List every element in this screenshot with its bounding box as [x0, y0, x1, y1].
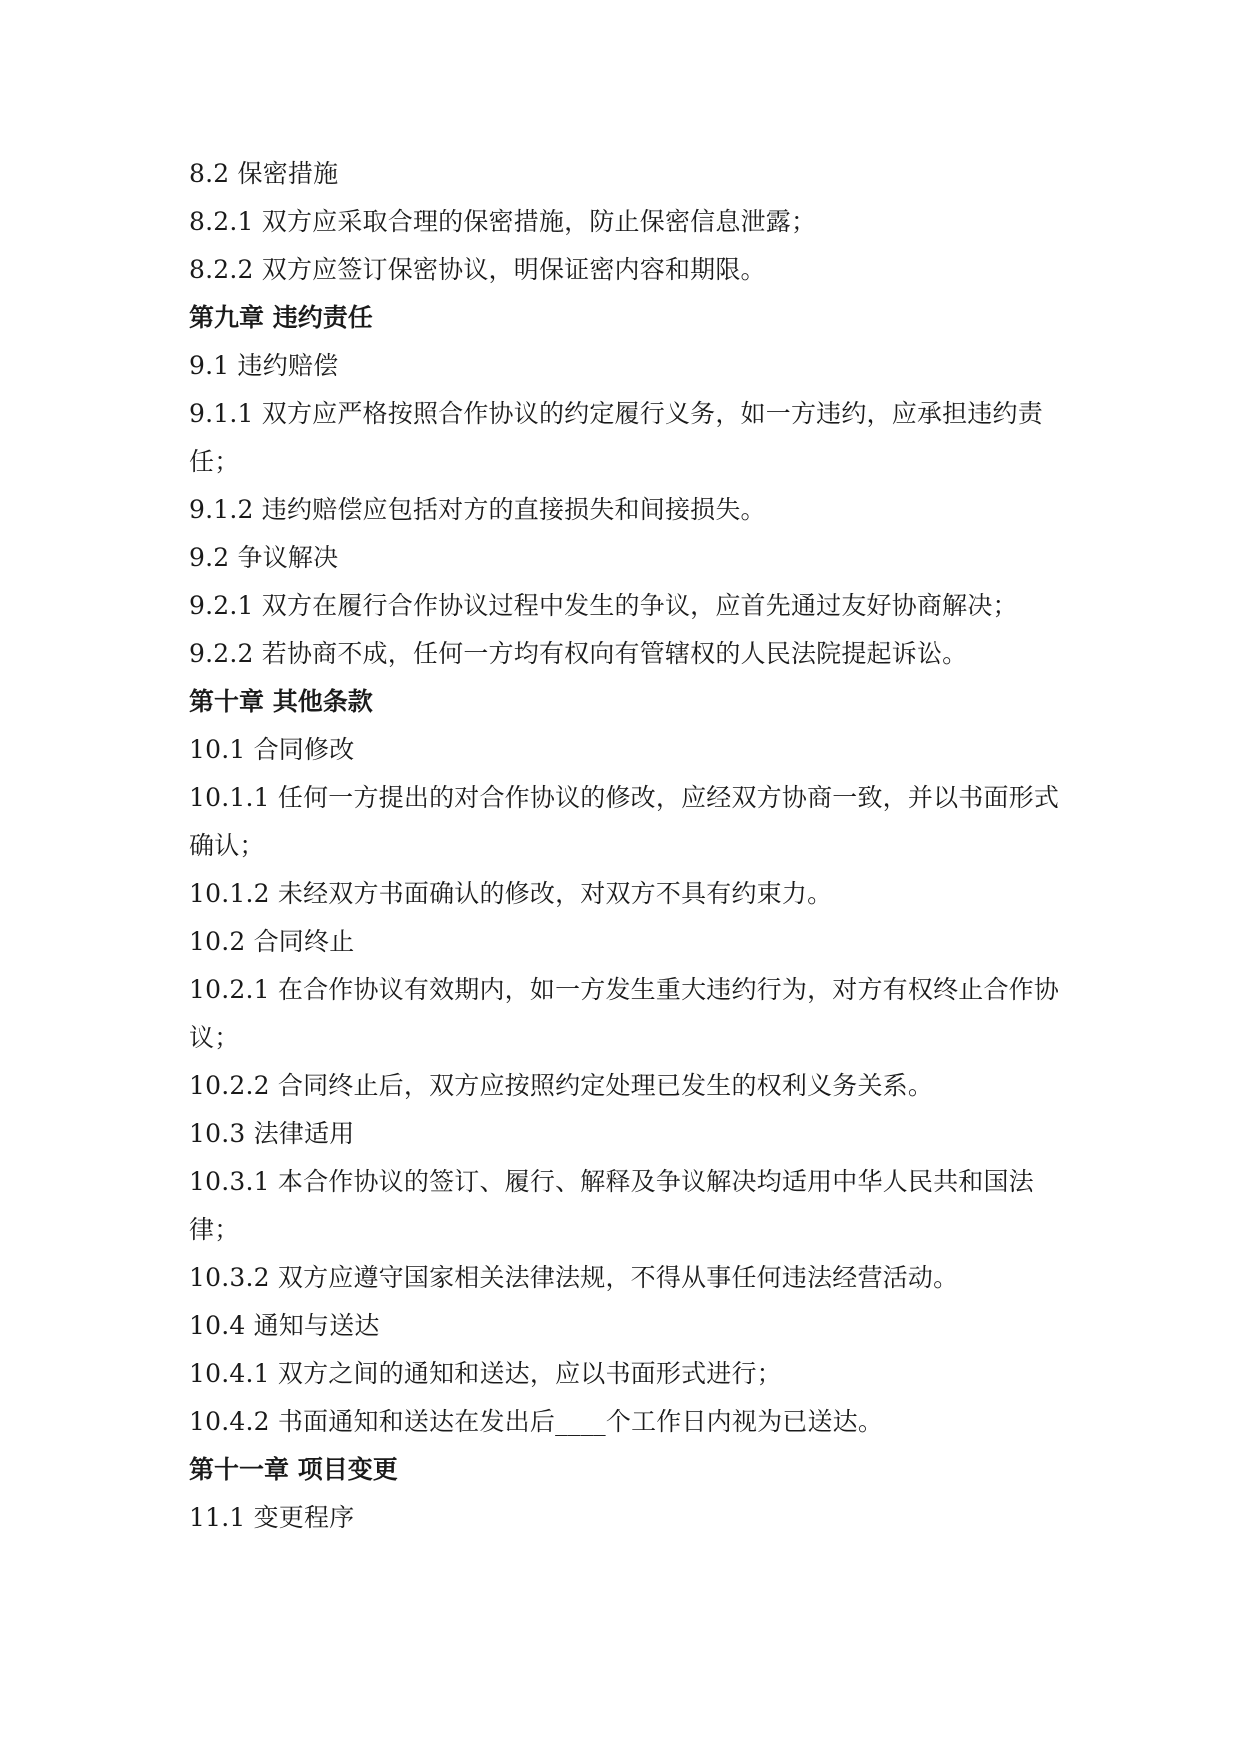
clause-item: 10.1.2 未经双方书面确认的修改，对双方不具有约束力。	[189, 879, 833, 908]
chapter-heading: 第十章 其他条款	[189, 687, 373, 716]
clause-item: 10.1.1 任何一方提出的对合作协议的修改，应经双方协商一致，并以书面形式确认；	[189, 783, 1060, 860]
clause-item: 9.2.2 若协商不成，任何一方均有权向有管辖权的人民法院提起诉讼。	[189, 639, 968, 668]
section-heading: 9.2 争议解决	[189, 543, 339, 572]
clause-item: 10.3.2 双方应遵守国家相关法律法规，不得从事任何违法经营活动。	[189, 1263, 959, 1292]
section-heading: 9.1 违约赔偿	[189, 351, 339, 380]
clause-item: 10.4.1 双方之间的通知和送达，应以书面形式进行；	[189, 1359, 782, 1388]
section-heading: 11.1 变更程序	[189, 1503, 355, 1532]
clause-item: 9.2.1 双方在履行合作协议过程中发生的争议，应首先通过友好协商解决；	[189, 591, 1018, 620]
clause-item: 9.1.1 双方应严格按照合作协议的约定履行义务，如一方违约，应承担违约责任；	[189, 399, 1043, 476]
chapter-heading: 第九章 违约责任	[189, 303, 373, 332]
clause-item: 8.2.2 双方应签订保密协议，明保证密内容和期限。	[189, 255, 766, 284]
clause-item: 8.2.1 双方应采取合理的保密措施，防止保密信息泄露；	[189, 207, 817, 236]
clause-item: 10.2.1 在合作协议有效期内，如一方发生重大违约行为，对方有权终止合作协议；	[189, 975, 1060, 1052]
section-heading: 10.2 合同终止	[189, 927, 355, 956]
section-heading: 10.4 通知与送达	[189, 1311, 380, 1340]
clause-item: 10.4.2 书面通知和送达在发出后____个工作日内视为已送达。	[189, 1407, 884, 1436]
clause-item: 10.2.2 合同终止后，双方应按照约定处理已发生的权利义务关系。	[189, 1071, 934, 1100]
section-heading: 8.2 保密措施	[189, 159, 339, 188]
document-body	[189, 150, 1064, 1542]
clause-item: 9.1.2 违约赔偿应包括对方的直接损失和间接损失。	[189, 495, 766, 524]
section-heading: 10.3 法律适用	[189, 1119, 355, 1148]
chapter-heading: 第十一章 项目变更	[189, 1455, 398, 1484]
clause-item: 10.3.1 本合作协议的签订、履行、解释及争议解决均适用中华人民共和国法律；	[189, 1167, 1034, 1244]
section-heading: 10.1 合同修改	[189, 735, 355, 764]
